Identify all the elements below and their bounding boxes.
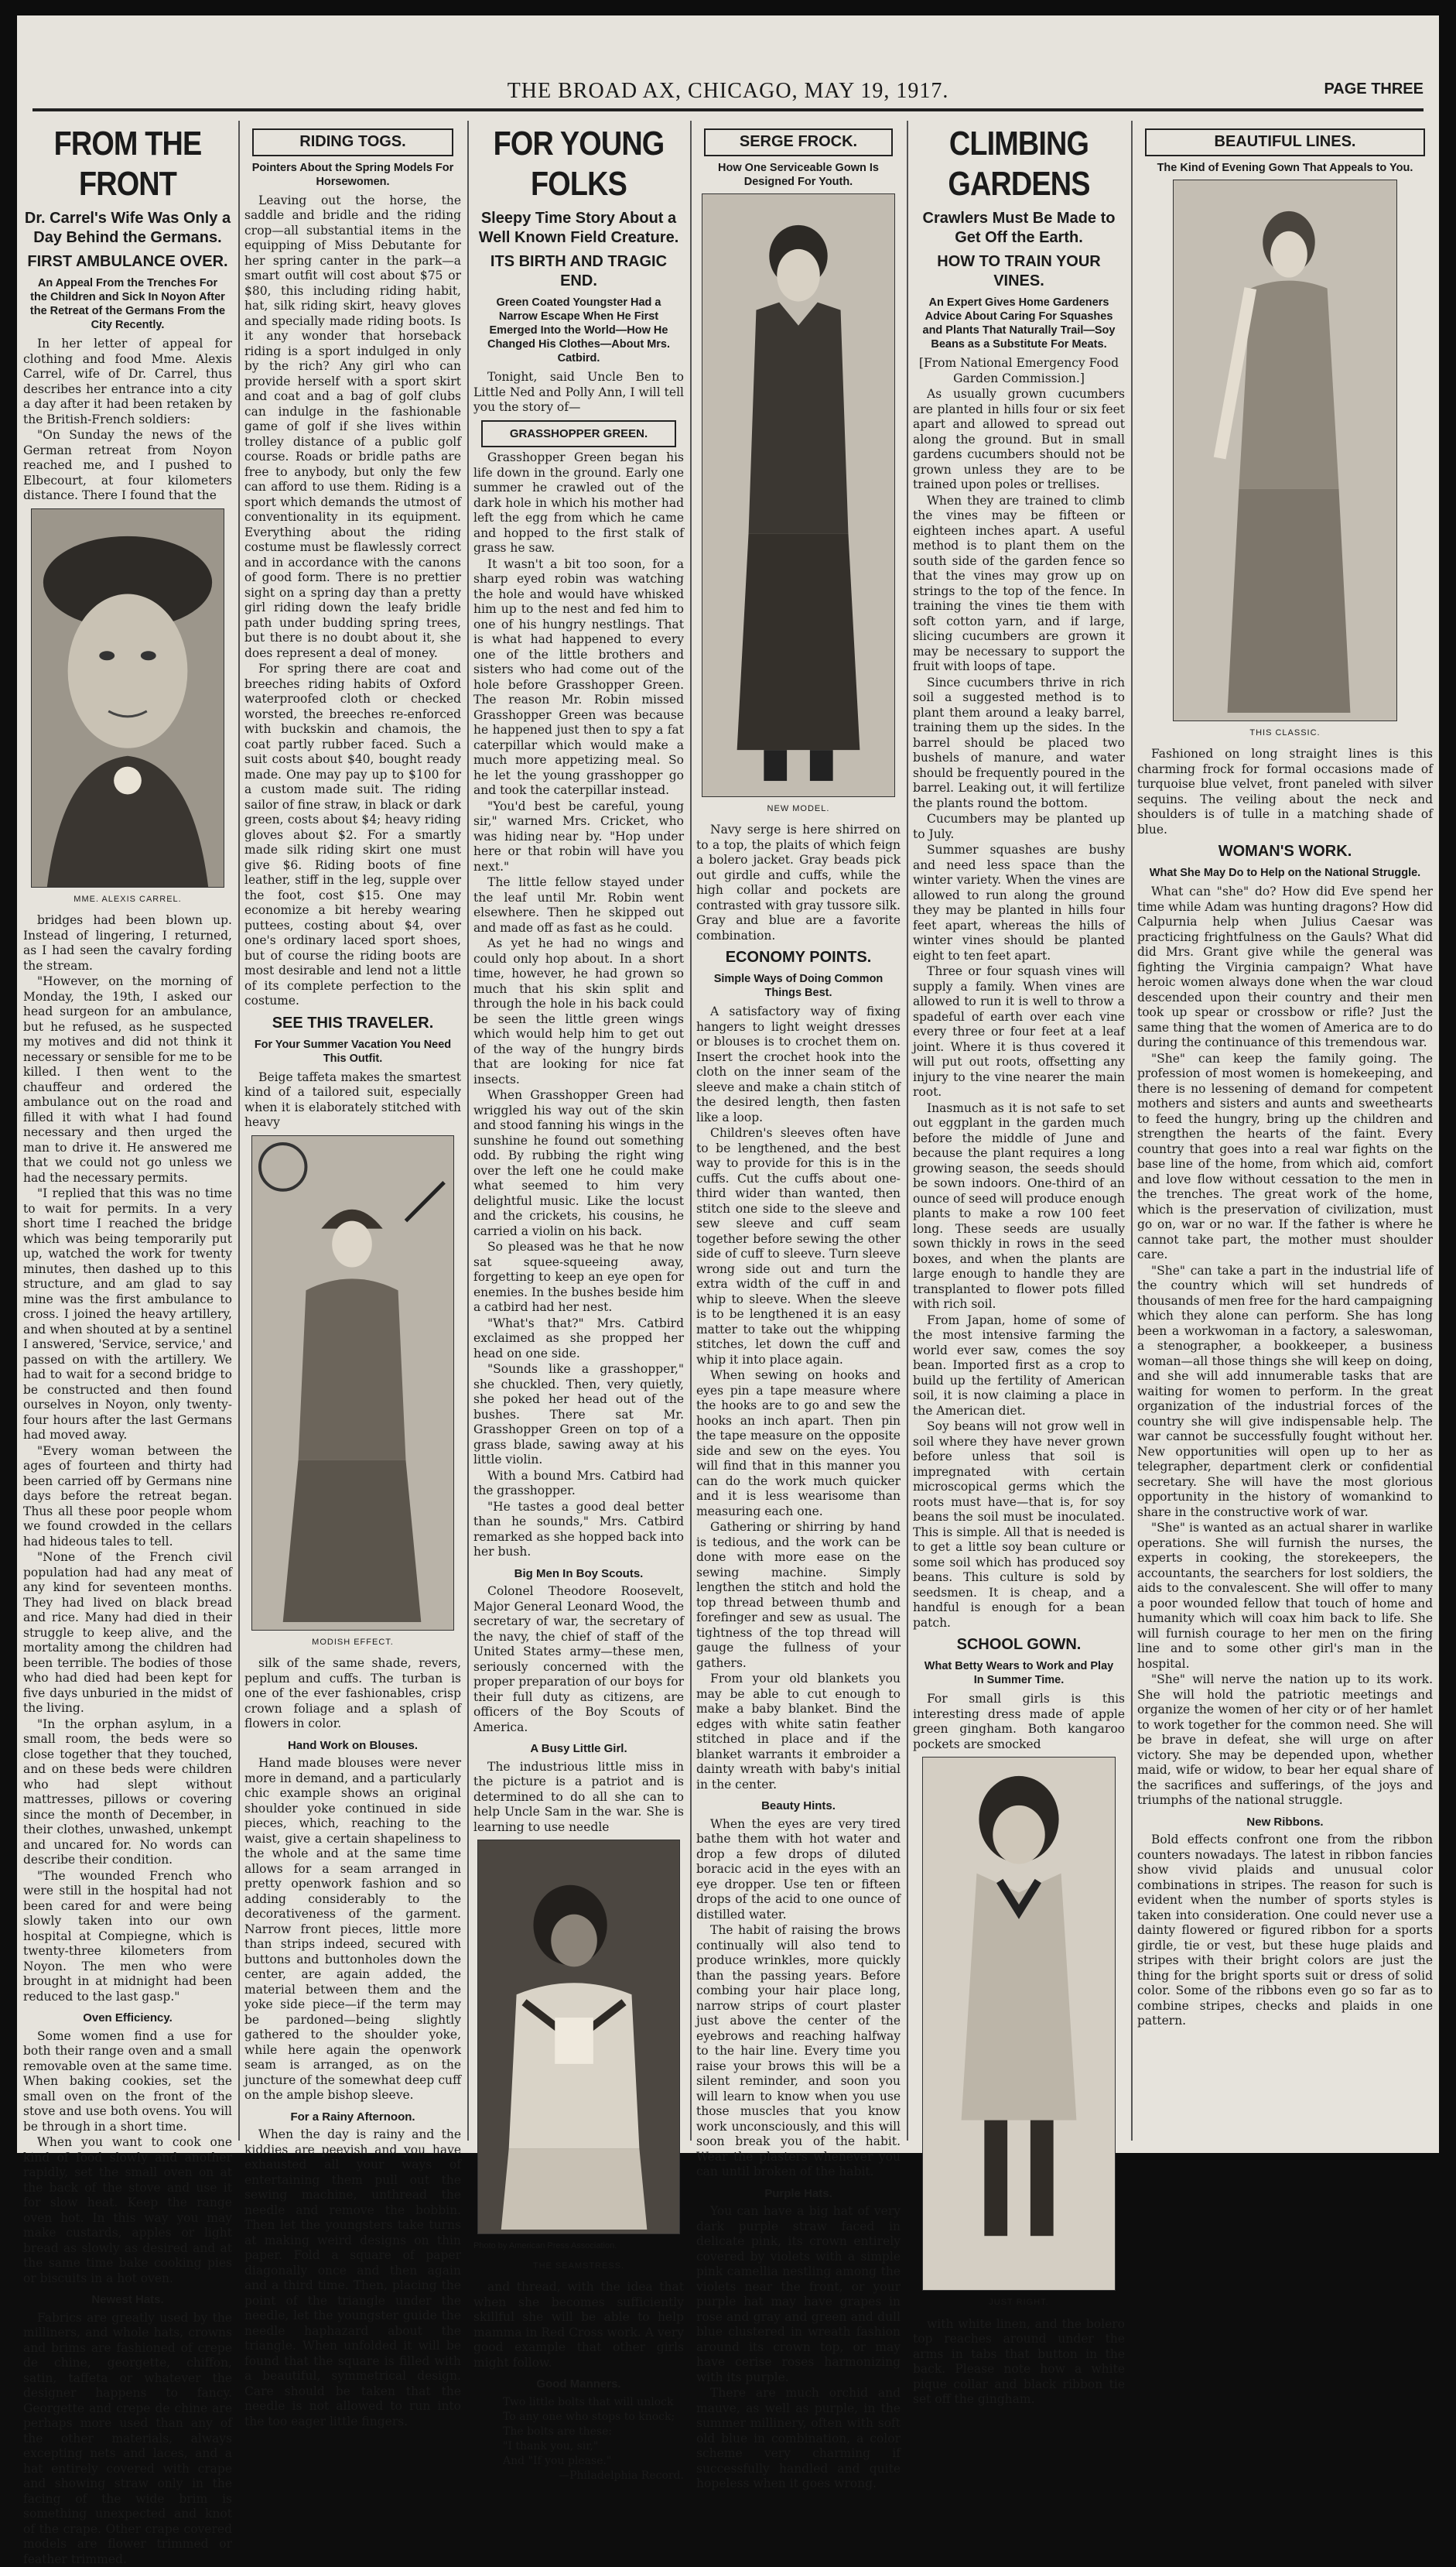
headline-beautiful-lines: BEAUTIFUL LINES. (1145, 128, 1425, 156)
paragraph: When the day is rainy and the kiddies are peevish and you have exhausted all your ways of entertaining them pull out the sewing machine, unthread the needle and remove the bobbin. Then let the youngsters take turns at making weird designs on thin paper. Fold a square of paper diagonally once and then again and a third time. Then, placing the point of the triangle under the needle, let the youngster guide the needle haphazard about the triangle. When unfolded it will be found that the square is filled with a beautiful, symmetrical design. Care should be taken that the needle is not allowed to run into the too eager little fingers. (244, 2127, 461, 2429)
photo-traveler-suit (251, 1135, 454, 1631)
poem-line: And "If you please." (473, 2454, 684, 2468)
subhead: Crawlers Must Be Made to Get Off the Earth. (913, 209, 1125, 248)
paragraph: "None of the French civil population had had any meat of any kind for seventeen months. They had lived on black bread and rice. Many had died in their struggle to keep alive, and the mortality among the children had been terrible. The bodies of those who had died had been kept for five days unburied in the midst of the living. (23, 1550, 232, 1716)
photo-caption: MME. ALEXIS CARREL. (23, 892, 232, 908)
woman-in-evening-gown-illustration (1174, 180, 1396, 720)
column-from-the-front (23, 124, 232, 2136)
deck: An Appeal From the Trenches For the Children and Sick In Noyon After the Retreat of the Germans From the City Recently. (29, 276, 226, 332)
deck: How One Serviceable Gown Is Designed For Youth. (702, 161, 894, 189)
column-beautiful-lines (1137, 124, 1433, 2136)
deck: An Expert Gives Home Gardeners Advice About Caring For Squashes and Plants That Naturally Trail—Soy Beans as a Substitute For Meats. (919, 296, 1119, 351)
paragraph: When the eyes are very tired bathe them with hot water and drop a few drops of diluted boracic acid in the eyes with an eye dropper. Use ten or fifteen drops of the acid to one ounce of distilled water. (696, 1817, 901, 1923)
headline-climbing-gardens: CLIMBING GARDENS (928, 124, 1110, 204)
poem-line: To any one who stops to knock; (473, 2410, 684, 2424)
headline-economy-points: ECONOMY POINTS. (696, 948, 901, 967)
headline-grasshopper-green: GRASSHOPPER GREEN. (481, 420, 676, 448)
paragraph: and thread, with the idea that when she becomes sufficiently skillful she will be able to help mamma in Red Cross work. A very good example that other girls might follow. (473, 2280, 684, 2370)
section-heading: Good Manners. (473, 2377, 684, 2392)
paragraph: There are much orchid and mauve, as well as purple, in the summer millinery, often with soft old blue in combination, a color scheme very charming if successfully handled and quite hopeless when it goes wrong. (696, 2386, 901, 2492)
subhead: FIRST AMBULANCE OVER. (23, 252, 232, 272)
paragraph: "Sounds like a grasshopper," she chuckled. Then, very quietly, she poked her head out of the bushes. There sat Mr. Grasshopper Green on top of a grass blade, sawing away at his little violin. (473, 1362, 684, 1468)
paragraph: Some women find a use for both their range oven and a small removable oven at the same time. When baking cookies, set the small oven on the front of the stove and use both ovens. You will be through in a short time. (23, 2029, 232, 2135)
column-rule (467, 121, 469, 2141)
paragraph: With a bound Mrs. Catbird had the grasshopper. (473, 1469, 684, 1499)
girl-sewing-illustration (478, 1840, 679, 2233)
paragraph: So pleased was he that he now sat squee-squeeing away, forgetting to keep an eye open for enemies. In the bushes beside him a catbird had her nest. (473, 1240, 684, 1316)
paragraph: "I replied that this was no time to wait for permits. In a very short time I reached the bridge which was being temporarily put up, watched the work for twenty minutes, then dashed up to this structure, and am glad to say mine was the first ambulance to cross. I joined the heavy artillery, and when shouted at by a sentinel I answered, 'Service, service,' and passed on with the artillery. We had to wait for a second bridge to be constructed and then found ourselves in Noyon, only twenty-four hours after the last Germans had moved away. (23, 1186, 232, 1443)
photo-caption: NEW MODEL. (696, 802, 901, 817)
paragraph: "What's that?" Mrs. Catbird exclaimed as she propped her head on one side. (473, 1316, 684, 1362)
column-rule (238, 121, 240, 2141)
paragraph: Cucumbers may be planted up to July. (913, 812, 1125, 842)
section-heading: New Ribbons. (1137, 1815, 1433, 1830)
paragraph: Tonight, said Uncle Ben to Little Ned and Polly Ann, I will tell you the story of— (473, 370, 684, 416)
paragraph: "On Sunday the news of the German retreat from Noyon reached me, and I pushed to Elbecourt, at four kilometers distance. There I found that the (23, 428, 232, 504)
paragraph: Inasmuch as it is not safe to set out eggplant in the garden much before the middle of June and because the plant requires a long growing season, the seeds should be sown indoors. One-third of an ounce of seed will produce enough plants to make a row 100 feet long. These seeds are usually sown thickly in rows in the seed boxes, and when the plants are large enough to handle they are transplanted to flower pots filled with rich soil. (913, 1101, 1125, 1313)
photo-credit: Photo by American Press Association. (473, 2239, 684, 2254)
subhead: ITS BIRTH AND TRAGIC END. (473, 252, 684, 291)
poem-source: —Philadelphia Record. (473, 2469, 684, 2484)
deck: Simple Ways of Doing Common Things Best. (702, 972, 894, 1000)
paragraph: Colonel Theodore Roosevelt, Major General Leonard Wood, the secretary of war, the secretary of the navy, the chief of staff of the United States army—these men, seriously concerned with the proper preparation of our boys for their full duty as citizens, are officers of the Boy Scouts of America. (473, 1584, 684, 1735)
section-heading: Oven Efficiency. (23, 2011, 232, 2026)
paragraph: Children's sleeves often have to be lengthened, and the best way to provide for this is in the cuffs. Cut the cuffs about one-third wider than wanted, then stitch one side to the sleeve and sew sleeve and cuff seam together before sewing the other side of cuff to sleeve. Turn sleeve wrong side out and turn the extra width of the cuff in and whip to sleeve. When the sleeve is to be lengthened it is an easy matter to take out the whipping stitches, let down the cuff and whip it into place again. (696, 1126, 901, 1367)
paragraph: From your old blankets you may be able to cut enough to make a baby blanket. Bind the edges with white satin feather stitched in place and if the blanket warrants it embroider a dainty wreath with baby's initial in the center. (696, 1672, 901, 1792)
paragraph: When they are trained to climb the vines may be fifteen or eighteen inches apart. A useful method is to plant them on the south side of the garden fence so that the vines may grow up on strings to the top of the fence. In training the vines tie them with soft cotton yarn, and if large, slicing cucumbers are grown it may be necessary to support the fruit with loops of tape. (913, 494, 1125, 675)
photo-seamstress (477, 1840, 680, 2234)
woman-in-serge-frock-illustration (702, 194, 894, 796)
deck: For Your Summer Vacation You Need This Outfit. (251, 1038, 455, 1066)
column-serge-frock (696, 124, 901, 2136)
poem-line: Two little bolts that will unlock (473, 2395, 684, 2409)
photo-caption: JUST RIGHT. (913, 2295, 1125, 2311)
headline-school-gown: SCHOOL GOWN. (913, 1635, 1125, 1655)
paragraph: The industrious little miss in the picture is a patriot and is determined to do all she can to help Uncle Sam in the war. She is learning to use needle (473, 1760, 684, 1836)
woman-in-tailored-suit-illustration (252, 1136, 453, 1630)
section-heading: Purple Hats. (696, 2186, 901, 2202)
section-heading: Beauty Hints. (696, 1799, 901, 1814)
subhead: Sleepy Time Story About a Well Known Field Creature. (473, 209, 684, 248)
paragraph: In her letter of appeal for clothing and food Mme. Alexis Carrel, wife of Dr. Carrel, thus describes her entrance into a city a day after it had been retaken by the British-French soldiers: (23, 337, 232, 427)
paragraph: bridges had been blown up. Instead of lingering, I returned, as I had seen the cavalry fording the stream. (23, 913, 232, 974)
paragraph: For spring there are coat and breeches riding habits of Oxford waterproofed cloth or checked worsted, the breeches re-enforced with buckskin and chamois, the coat partly rubber faced. Such a suit costs about $40, bought ready made. One may pay up to $100 for a custom made suit. The riding sailor of fine straw, in black or dark green, costs about $4; heavy riding gloves about $2. For a smartly made silk riding skirt one must give $6. Riding boots of fine leather, stiff in the leg, supple over the foot, cost $15. One may economize a bit hereby wearing puttees, costing about $4, over one's ordinary laced sport shoes, but of course the riding boots are most desirable and lend not a little of its complete perfection to the costume. (244, 662, 461, 1009)
paragraph: Bold effects confront one from the ribbon counters nowadays. The latest in ribbon fancies show vivid plaids and unusual color combinations in stripes. The reason for such is evident when the number of sports styles is taken into consideration. One could never use a dainty flowered or figured ribbon for a sports girdle, tie or vest, but these huge plaids and stripes with their bright colors are just the thing for the bright sports suit or dress of solid color. Some of the ribbons even go so far as to combine stripes, checks and plaids in one pattern. (1137, 1833, 1433, 2029)
paragraph: "She" is wanted as an actual sharer in warlike operations. She will furnish the nurses, the experts in cooking, the storekeepers, the accountants, the searchers for lost soldiers, the aids to the convalescent. She will offer to many a poor wounded fellow that touch of home and humanity which will coax him back to life. She will furnish courage to her men on the firing line and to some other girl's man in the hospital. (1137, 1521, 1433, 1672)
paragraph: with white linen, and the bolero top reaches around under the arms in tabs that button in the back. Please note how a white pique collar and black ribbon tie set off the gingham. (913, 2317, 1125, 2408)
deck: What She May Do to Help on the National Struggle. (1143, 866, 1427, 880)
column-climbing-gardens (913, 124, 1125, 2136)
section-heading: For a Rainy Afternoon. (244, 2110, 461, 2125)
paragraph: Hand made blouses were never more in demand, and a particularly chic example shows an original shoulder yoke continued in side pieces, which, reaching to the waist, give a certain shapeliness to the whole and at the same time allows for a seam arranged in pretty openwork fashion and so adding considerably to the decorativeness of the garment. Narrow front pieces, little more than strips indeed, secured with buttons and buttonholes down the center, are again added, the material between them and the yoke side piece—if the term may be pardoned—being slightly gathered to the shoulder yoke, while here again the openwork seam is arranged, as on the juncture of the somewhat deep cuff on the ample bishop sleeve. (244, 1756, 461, 2103)
paragraph: Leaving out the horse, the saddle and bridle and the riding crop—all substantial items in the equipping of Miss Debutante for her spring canter in the park—a smart outfit will cost about $75 or $80, this including riding habit, hat, silk riding skirt, heavy gloves and specially made riding boots. Is it any wonder that horseback riding is a sport indulged in only by the rich? Any girl who can provide herself with a sport skirt and coat and a bag of golf clubs can indulge in the fashionable game of golf if she lives within trolley distance of a public golf course. Roads or bridle paths are free to anybody, but only the few can afford to use them. Riding is a sport which demands the utmost of conventionality in its equipment. Everything about the riding costume must be flawlessly correct and in accordance with the canons of good form. There is no prettier sight on a spring day than a pretty girl riding down the leafy bridle path under budding spring trees, but there is no doubt about it, she does represent a deal of money. (244, 193, 461, 662)
paragraph: Summer squashes are bushy and need less space than the winter variety. When the vines are allowed to run along the ground they may be planted in hills four feet apart, whereas the hills of winter vines should be planted eight to ten feet apart. (913, 843, 1125, 963)
headline-for-young-folks: FOR YOUNG FOLKS (488, 124, 669, 204)
paragraph: A satisfactory way of fixing hangers to light weight dresses or blouses is to crochet them on. Insert the crochet hook into the cloth on the inner seam of the sleeve and make a chain stitch of the desired length, then fasten like a loop. (696, 1005, 901, 1125)
paragraph: From Japan, home of some of the most intensive farming the world ever saw, comes the soy bean. Imported first as a crop to build up the fertility of American soil, it is now claiming a place in the American diet. (913, 1313, 1125, 1419)
photo-new-model (702, 193, 895, 797)
paragraph: The little fellow stayed under the leaf until Mr. Robin went elsewhere. Then he skipped out and made off as fast as he could. (473, 875, 684, 936)
girl-in-school-gown-illustration (923, 1758, 1115, 2290)
subhead: Dr. Carrel's Wife Was Only a Day Behind the Germans. (23, 209, 232, 248)
section-heading: A Busy Little Girl. (473, 1741, 684, 1757)
paragraph: For small girls is this interesting dress made of apple green gingham. Both kangaroo pockets are smocked (913, 1692, 1125, 1752)
masthead-rule (32, 108, 1424, 111)
headline-serge-frock: SERGE FROCK. (704, 128, 893, 156)
paragraph: As yet he had no wings and could only hop about. In a short time, however, he had grown so much that his skin split and through the hole in his back could be seen the little green wings which would help him to get out of the way of the hungry birds that are looking for nice fat insects. (473, 936, 684, 1087)
paragraph: "However, on the morning of Monday, the 19th, I asked our head surgeon for an ambulance, but he refused, as he suspected my motives and did not think it necessary or sensible for me to be killed. I then went to the chauffeur and ordered the ambulance out on the road and filled it with what I had found necessary and then urged the man to drive it. He answered me that we could not go unless we had the necessary permits. (23, 974, 232, 1186)
paragraph: When Grasshopper Green had wriggled his way out of the skin and stood fanning his wings in the sunshine he found out something odd. By rubbing the right wing over the left one he could make what seemed to him very delightful music. Like the locust and the crickets, his cousins, he carried a violin on his back. (473, 1088, 684, 1239)
photo-school-gown (922, 1757, 1116, 2291)
column-rule (690, 121, 692, 2141)
paragraph: "The wounded French who were still in the hospital had not been cared for and were being slowly taken into our own hospital at Compiegne, which is twenty-three kilometers from Noyon. The men who were brought in at midnight had been reduced to the last gasp." (23, 1869, 232, 2005)
headline-from-the-front: FROM THE FRONT (38, 124, 217, 204)
paragraph: "He tastes a good deal better than he sounds," Mrs. Catbird remarked as she hopped back into her bush. (473, 1500, 684, 1560)
paragraph: Navy serge is here shirred on to a top, the plaits of which feign a bolero jacket. Gray beads pick out girdle and cuffs, while the high collar and pockets are contrasted with gray tussore silk. Gray and blue are a favorite combination. (696, 823, 901, 943)
paragraph: "Every woman between the ages of fourteen and thirty had been carried off by Germans nine days before the retreat began. Thus all these poor people whom we found crowded in the cellars had hideous tales to tell. (23, 1444, 232, 1550)
newspaper-page (17, 15, 1439, 2153)
paragraph: Beige taffeta makes the smartest kind of a tailored suit, especially when it is elaborately stitched with heavy (244, 1070, 461, 1131)
paragraph: "She" will nerve the nation up to its work. She will hold the patriotic meetings and organize the women of her city or of her hamlet to work together for the common need. She will be brave in defeat, she will urge on after victory. She may be depended upon, whether maid, wife or widow, to bear her equal share of the sacrifices and sufferings, of the joys and triumphs of the national struggle. (1137, 1672, 1433, 1809)
page-label: PAGE THREE (1324, 80, 1424, 98)
section-heading: Newest Hats. (23, 2292, 232, 2308)
paragraph: What can "she" do? How did Eve spend her time while Adam was hunting dragons? How did Calpurnia help when Julius Caesar was practicing frightfulness on the Gauls? What did did Mrs. Grant give while the general was fighting the Virginia campaign? What have heroic women always done when the war cloud descended upon their country and their men took up spear or crossbow or rifle? Just the same thing that the women of America are to do during the continuance of this tremendous war. (1137, 885, 1433, 1051)
credit-line: [From National Emergency Food Garden Commission.] (913, 356, 1125, 386)
paragraph: Fashioned on long straight lines is this charming frock for formal occasions made of turquoise blue velvet, front paneled with silver sequins. The veiling about the neck and shoulders is of tulle in a matching shade of blue. (1137, 747, 1433, 837)
paragraph: "She" can keep the family going. The profession of most women is homekeeping, and there is no lessening of demand for competent mothers and sisters and aunts and sweethearts to feed the hungry, bring up the children and strengthen the hearts of the faint. Every country that goes into a real war fights on the base line of the home, from which aid, comfort and love flow without cessation to the men in the trenches. The great work of the home, which is the preservation of civilization, must go on, war or no war. If the father is where he cannot take part, the mother must shoulder care. (1137, 1052, 1433, 1263)
paragraph: The habit of raising the brows continually will also tend to produce wrinkles, more quickly than the passing years. Before combing your hair place long, narrow strips of court plaster just above the center of the eyebrows and reaching halfway to the hair line. Every time you raise your brows this will be a silent reminder, and soon you will learn to know when you use those muscles that you know work unconsciously, and this will soon break you of the habit. Wear the plasters whenever you can until broken of the habit. (696, 1923, 901, 2180)
poem-line: The bolts are these: (473, 2425, 684, 2439)
column-rule (1131, 121, 1133, 2141)
date-line: THE BROAD AX, CHICAGO, MAY 19, 1917. (17, 79, 1439, 104)
deck: Pointers About the Spring Models For Horsewomen. (251, 161, 455, 189)
photo-evening-gown (1173, 180, 1397, 721)
paragraph: "In the orphan asylum, in a small room, the beds were so close together that they touched, and on these beds were children who had slept without mattresses, pillows or covering since the month of December, in their clothes, unwashed, unkempt and uncared for. No words can describe their condition. (23, 1717, 232, 1868)
poem-line: "I thank you, sir," (473, 2439, 684, 2453)
paragraph: When sewing on hooks and eyes pin a tape measure where the hooks are to go and sew the hooks an inch apart. Then pin the tape measure on the opposite side and sew on the eyes. You will find that in this manner you can do the work much quicker and it is less wearisome than measuring each one. (696, 1368, 901, 1519)
photo-caption: THIS CLASSIC. (1137, 726, 1433, 741)
paragraph: silk of the same shade, revers, peplum and cuffs. The turban is one of the ever fashionables, crisp crown foliage and a splash of flowers in color. (244, 1656, 461, 1732)
paragraph: Three or four squash vines will supply a family. When vines are allowed to run it is well to throw a spadeful of earth over each vine every three or four feet at a leaf joint. Where it is thus covered it will put out roots, offsetting any injury to the vine nearer the main root. (913, 964, 1125, 1100)
headline-see-this-traveler: SEE THIS TRAVELER. (244, 1014, 461, 1033)
photo-portrait (31, 508, 224, 888)
paragraph: Gathering or shirring by hand is tedious, and the work can be done with more ease on the sewing machine. Simply lengthen the stitch and hold the top thread between thumb and forefinger and sew as usual. The tightness of the top thread will gauge the fullness of your gathers. (696, 1520, 901, 1671)
deck: What Betty Wears to Work and Play In Summer Time. (919, 1659, 1119, 1687)
headline-riding-togs: RIDING TOGS. (252, 128, 453, 156)
paragraph: "You'd best be careful, young sir," warned Mrs. Cricket, who was hiding near by. "Hop under here or that robin will have you next." (473, 799, 684, 875)
paragraph: Grasshopper Green began his life down in the ground. Early one summer he crawled out of the dark hole in which his mother had left the egg from which he came and hopped to the first stalk of grass he saw. (473, 450, 684, 556)
portrait-illustration (32, 509, 224, 887)
column-rule (907, 121, 908, 2141)
column-for-young-folks (473, 124, 684, 2136)
section-heading: Hand Work on Blouses. (244, 1738, 461, 1754)
paragraph: When you want to cook one kind of food slowly and another rapidly, set the small oven on at the back of the stove and use it for slow heat. Keep the range oven hot. In this way you may make custards, apples or light bread as slowly as desired and at the same time bake cooking pies or biscuits in a hot oven. (23, 2135, 232, 2286)
section-heading: Big Men In Boy Scouts. (473, 1566, 684, 1582)
masthead (17, 15, 1439, 107)
paragraph: "She" can take a part in the industrial life of the country which will set hundreds of thousands of men free for the hard campaigning which they alone can perform. She has long been a workwoman in a factory, a saleswoman, a stenographer, a bookkeeper, a business woman—all those things she will keep on doing, and she will add innumerable tasks that are waiting for women to perform. In the great organization of the industrial forces of the country she will give indispensable help. The war cannot be successfully fought without her. New opportunities will open up to her as telegrapher, department clerk or confidential secretary. She will have the most glorious opportunity in the history of womankind to share in the constructive work of war. (1137, 1264, 1433, 1521)
paragraph: You can have a big hat of very dark purple straw faced in delicate pink, its crown entirely covered by violets with a simple pink camellia nestling among the violets near the front, or your purple hat may have grapes in rose and gray and green and dull blue clustered in wreath fashion around its crown top, or may have cerise roses harmonizing with its purple. (696, 2204, 901, 2385)
photo-caption: MODISH EFFECT. (244, 1635, 461, 1651)
column-riding-togs (244, 124, 461, 2136)
paragraph: Since cucumbers thrive in rich soil a suggested method is to plant them around a leaky barrel, training them up the sides. In the barrel should be placed two bushels of manure, and water should be frequently poured in the barrel. Leaking out, it will fertilize the plants round the bottom. (913, 676, 1125, 812)
headline-womans-work: WOMAN'S WORK. (1137, 842, 1433, 861)
deck: Green Coated Youngster Had a Narrow Escape When He First Emerged Into the World—How He Changed His Clothes—About Mrs. Catbird. (480, 296, 678, 365)
subhead: HOW TO TRAIN YOUR VINES. (913, 252, 1125, 291)
paragraph: Soy beans will not grow well in soil where they have never grown before unless that soil is impregnated with certain microscopical germs which the roots must have—that is, for soy beans the soil must be inoculated. This is simple. All that is needed is to get a little soy bean culture or some soil which has produced soy beans. This culture is sold by seedsmen. It is cheap, and a handful is enough for a bean patch. (913, 1419, 1125, 1631)
paragraph: It wasn't a bit too soon, for a sharp eyed robin was watching the hole and would have whisked him up to the nest and fed him to one of his hungry nestlings. That is what had happened to every one of the little brothers and sisters who had come out of the hole before Grasshopper Green. The reason Mr. Robin missed Grasshopper Green was because he happened just then to spy a fat caterpillar which would make a much more appetizing meal. So he let the young grasshopper go and took the caterpillar instead. (473, 557, 684, 799)
paragraph: Fabrics are greatly used by the milliners, and whole hats, crowns and brims are fashioned of crepe de chine, georgette, chiffon, satin, taffeta or whatever the designer happens to fancy. Georgette and crepe de chine are perhaps more used than any of the other materials, always excepting nets and laces, and a hat entirely covered with crape and showing straw only in the facing of the wide brim is something unexpected and knot of the crape. Other crape covered models are flower trimmed or feather trimmed. (23, 2311, 232, 2567)
paragraph: As usually grown cucumbers are planted in hills four or six feet apart and allowed to spread out along the ground. But in small gardens cucumbers should not be grown unless they are to be trained upon poles or trellises. (913, 387, 1125, 493)
deck: The Kind of Evening Gown That Appeals to You. (1143, 161, 1427, 175)
photo-caption: THE SEAMSTRESS. (473, 2259, 684, 2274)
